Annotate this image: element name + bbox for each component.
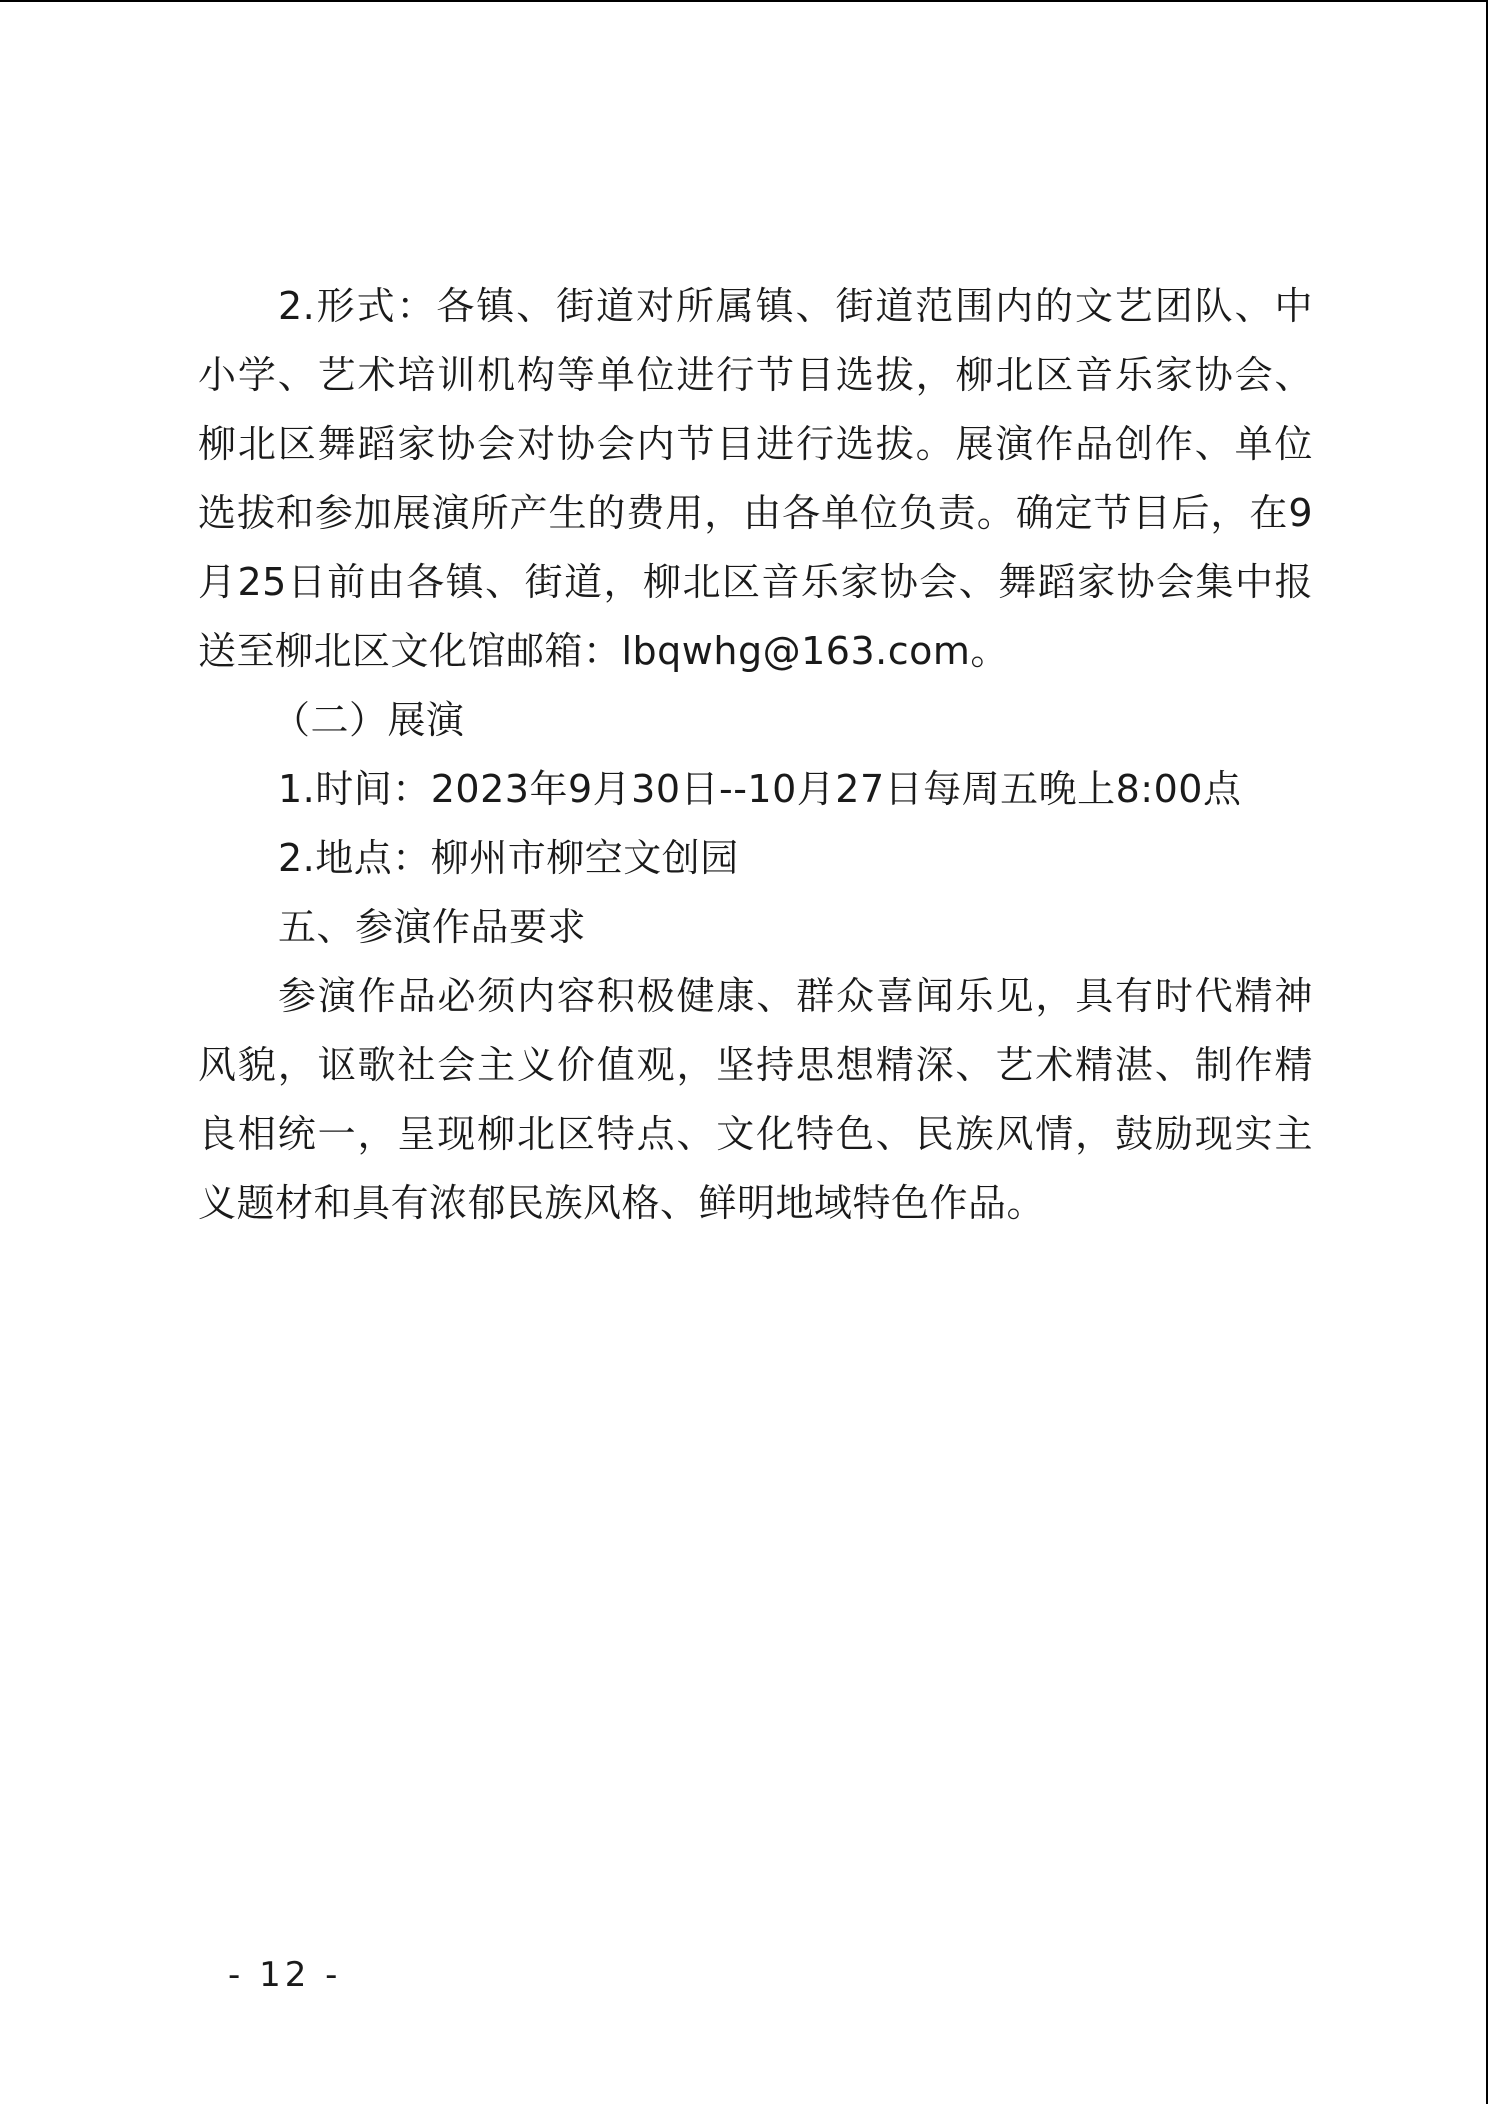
page-top-border xyxy=(0,0,1488,2)
form-paragraph: 2.形式：各镇、街道对所属镇、街道范围内的文艺团队、中小学、艺术培训机构等单位进行节目选拔，柳北区音乐家协会、柳北区舞蹈家协会对协会内节目进行选拔。展演作品创作、单位选拔和参加展演所产生的费用，由各单位负责。确定节目后，在9月25日前由各镇、街道，柳北区音乐家协会、舞蹈家协会集中报送至柳北区文化馆邮箱：lbqwhg@163.com。 xyxy=(198,284,1313,673)
section-two-heading: （二）展演 xyxy=(272,698,465,742)
requirements-paragraph: 参演作品必须内容积极健康、群众喜闻乐见，具有时代精神风貌，讴歌社会主义价值观，坚持思想精深、艺术精湛、制作精良相统一，呈现柳北区特点、文化特色、民族风情，鼓励现实主义题材和具有浓郁民族风格、鲜明地域特色作品。 xyxy=(198,974,1313,1225)
location-paragraph: 2.地点：柳州市柳空文创园 xyxy=(278,836,739,880)
time-paragraph: 1.时间：2023年9月30日--10月27日每周五晚上8:00点 xyxy=(278,767,1242,811)
document-body xyxy=(198,272,1313,1238)
section-five-heading: 五、参演作品要求 xyxy=(278,905,587,949)
page-number: - 12 - xyxy=(228,1955,342,1995)
